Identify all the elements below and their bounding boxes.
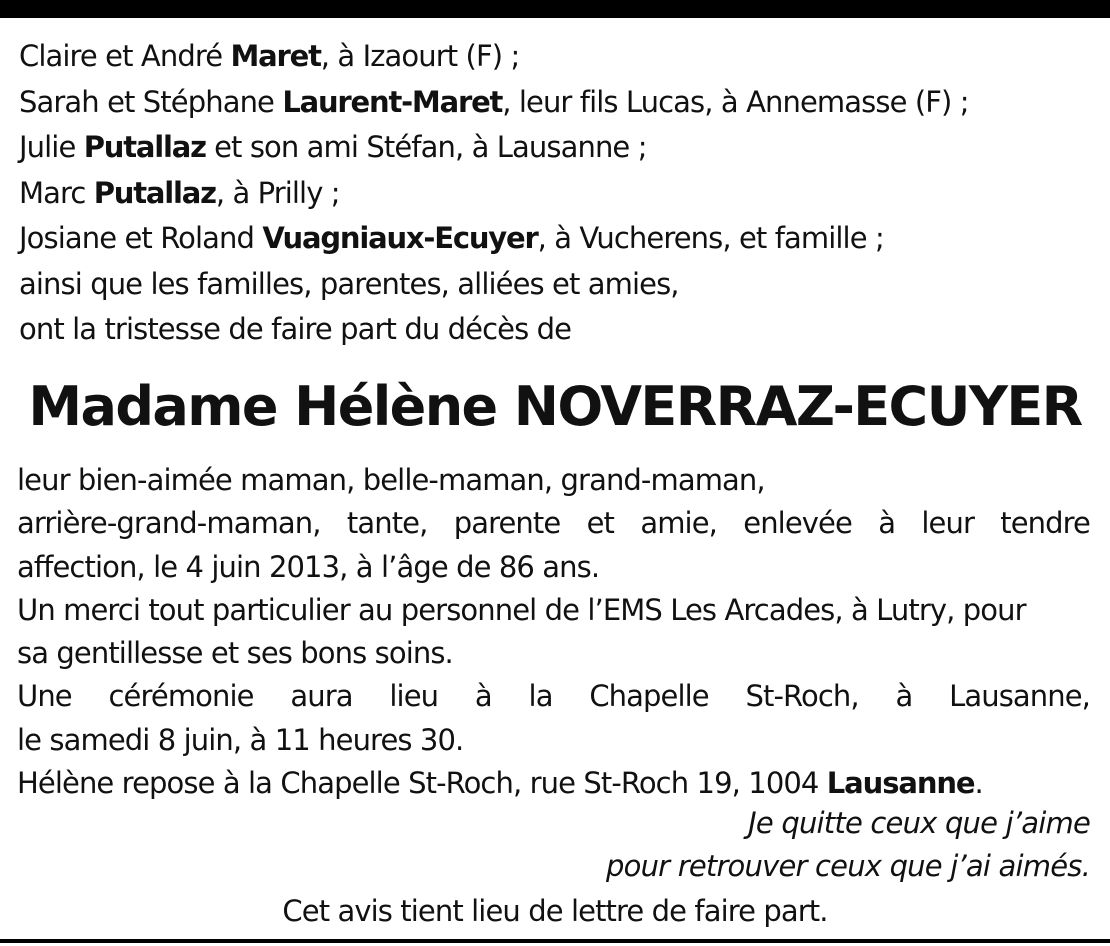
family-line-text: , leur fils Lucas, à Annemasse (F) ; — [502, 84, 969, 119]
body-line: arrière-grand-maman, tante, parente et amie, enlevée à leur tendre — [17, 506, 1090, 541]
family-line-text: et son ami Stéfan, à Lausanne ; — [205, 130, 647, 164]
family-line: ainsi que les familles, parentes, alliées et amies, — [19, 266, 679, 301]
body-line-text: . — [974, 766, 983, 801]
top-border-rule — [0, 0, 1110, 18]
bottom-border-rule — [0, 939, 1110, 943]
deceased-name-heading: Madame Hélène NOVERRAZ-ECUYER — [28, 375, 1082, 438]
family-surname: Putallaz — [93, 175, 216, 210]
family-list — [19, 34, 1099, 353]
body-line: leur bien-aimée maman, belle-maman, grand-maman, — [17, 463, 765, 497]
notice-body — [17, 459, 1090, 805]
quote-line: pour retrouver ceux que j’ai aimés. — [606, 849, 1090, 883]
family-surname: Laurent-Maret — [282, 84, 503, 119]
family-line-text: Julie — [19, 130, 84, 164]
body-line: Un merci tout particulier au personnel de l’EMS Les Arcades, à Lutry, pour — [17, 592, 1026, 627]
family-line — [19, 125, 1099, 171]
quote-line: Je quitte ceux que j’aime — [748, 806, 1090, 840]
family-surname: Vuagniaux-Ecuyer — [262, 221, 538, 255]
family-line-text: , à Prilly ; — [215, 175, 340, 210]
family-line — [19, 216, 1099, 262]
family-surname: Maret — [230, 39, 321, 73]
family-line-text: Sarah et Stéphane — [19, 84, 283, 119]
body-line: sa gentillesse et ses bons soins. — [17, 636, 453, 671]
family-line-text: Josiane et Roland — [19, 221, 263, 255]
family-line — [19, 171, 1099, 217]
family-line-text: Claire et André — [19, 39, 231, 73]
family-line-text: , à Izaourt (F) ; — [320, 39, 520, 73]
family-surname: Putallaz — [83, 130, 206, 164]
family-line — [19, 80, 1099, 126]
body-line-text: Hélène repose à la Chapelle St-Roch, rue St-Roch 19, 1004 — [17, 766, 827, 801]
family-line-text: Marc — [19, 175, 94, 210]
family-line: ont la tristesse de faire part du décès de — [19, 312, 572, 346]
body-line: affection, le 4 juin 2013, à l’âge de 86 ans. — [17, 549, 600, 584]
closing-note: Cet avis tient lieu de lettre de faire part. — [282, 894, 828, 928]
body-line — [17, 762, 1090, 805]
family-line — [19, 34, 1099, 80]
body-line: le samedi 8 juin, à 11 heures 30. — [17, 722, 464, 757]
body-line: Une cérémonie aura lieu à la Chapelle St-Roch, à Lausanne, — [17, 679, 1090, 714]
location-city: Lausanne — [826, 766, 975, 801]
family-line-text: , à Vucherens, et famille ; — [537, 221, 884, 255]
